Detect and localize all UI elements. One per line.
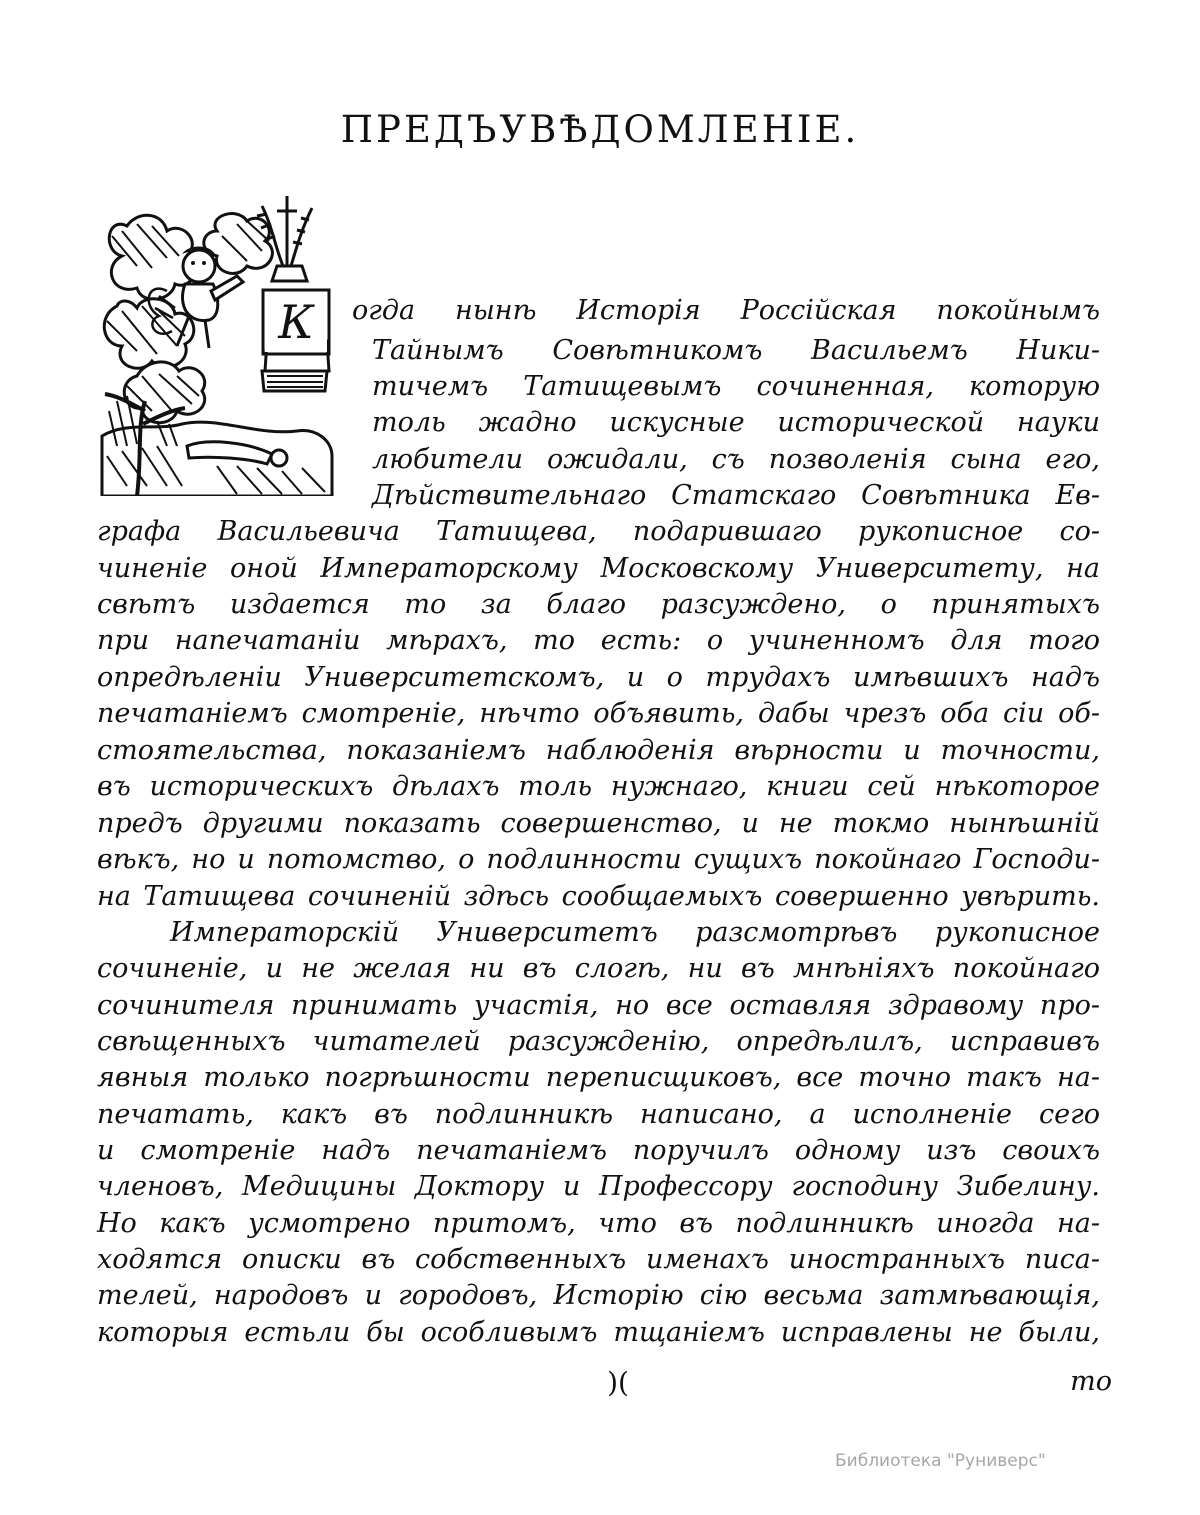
text-line: ходятся описки въ собственныхъ именахъ иностранныхъ писа- [97, 1244, 1100, 1275]
catchword: то [1070, 1366, 1112, 1397]
text-line: свѣтъ издается то за благо разсуждено, о принятыхъ [97, 589, 1100, 620]
text-line: свѣщенныхъ читателей разсужденію, опредѣлилъ, исправивъ [97, 1026, 1100, 1057]
text-line: Но какъ усмотрено притомъ, что въ подлинникѣ иногда на- [97, 1208, 1100, 1239]
text-line: членовъ, Медицины Доктору и Профессору господину Зибелину. [97, 1171, 1100, 1202]
text-line: при напечатаніи мѣрахъ, то есть: о учиненномъ для того [97, 625, 1100, 656]
text-line: явныя только погрѣшности переписщиковъ, все точно такъ на- [97, 1062, 1100, 1093]
ornamental-drop-cap [97, 196, 337, 496]
library-watermark: Библиотека "Руниверс" [835, 1451, 1046, 1471]
text-line: печатать, какъ въ подлинникѣ написано, а исполненіе сего [97, 1099, 1100, 1130]
text-line: сочиненіе, и не желая ни въ слогѣ, ни въ мнѣніяхъ покойнаго [97, 953, 1100, 984]
text-line: на Татищева сочиненій здѣсь сообщаемыхъ совершенно увѣрить. [97, 881, 1100, 912]
text-line: телей, народовъ и городовъ, Исторію сію весьма затмѣвающія, [97, 1280, 1100, 1311]
text-line: огда нынѣ Исторія Россійская покойнымъ [352, 295, 1100, 326]
text-line: въ историческихъ дѣлахъ толь нужнаго, книги сей нѣкоторое [97, 771, 1100, 802]
text-line: опредѣленіи Университетскомъ, и о трудахъ имѣвшихъ надъ [97, 662, 1100, 693]
text-line: графа Васильевича Татищева, подарившаго рукописное со- [97, 516, 1100, 547]
text-line: Дѣйствительнаго Статскаго Совѣтника Ев- [372, 480, 1100, 511]
text-line: стоятельства, показаніемъ наблюденія вѣрности и точности, [97, 735, 1100, 766]
text-line: которыя естьли бы особливымъ тщаніемъ исправлены не были, [97, 1317, 1100, 1348]
text-line: чиненіе оной Императорскому Московскому Университету, на [97, 553, 1100, 584]
text-line: и смотреніе надъ печатаніемъ поручилъ одному изъ своихъ [97, 1135, 1100, 1166]
text-line: вѣкъ, но и потомство, о подлинности сущихъ покойнаго Господи- [97, 844, 1100, 875]
text-line: Тайнымъ Совѣтникомъ Васильемъ Ники- [372, 335, 1100, 366]
page-heading: ПРЕДЪУВѢДОМЛЕНІЕ. [340, 108, 860, 151]
text-line: Императорскій Университетъ разсмотрѣвъ рукописное [170, 917, 1100, 948]
text-line: предъ другими показать совершенство, и не токмо нынѣшній [97, 808, 1100, 839]
drop-cap-letter: К [265, 292, 327, 352]
text-line: печатаніемъ смотреніе, нѣчто объявить, дабы чрезъ оба сіи об- [97, 698, 1100, 729]
signature-mark: )( [607, 1366, 629, 1399]
text-line: тичемъ Татищевымъ сочиненная, которую [372, 371, 1100, 402]
text-line: любители ожидали, съ позволенія сына его, [372, 444, 1100, 475]
text-line: толь жадно искусные исторической науки [372, 407, 1100, 438]
text-line: сочинителя принимать участія, но все оставляя здравому про- [97, 990, 1100, 1021]
